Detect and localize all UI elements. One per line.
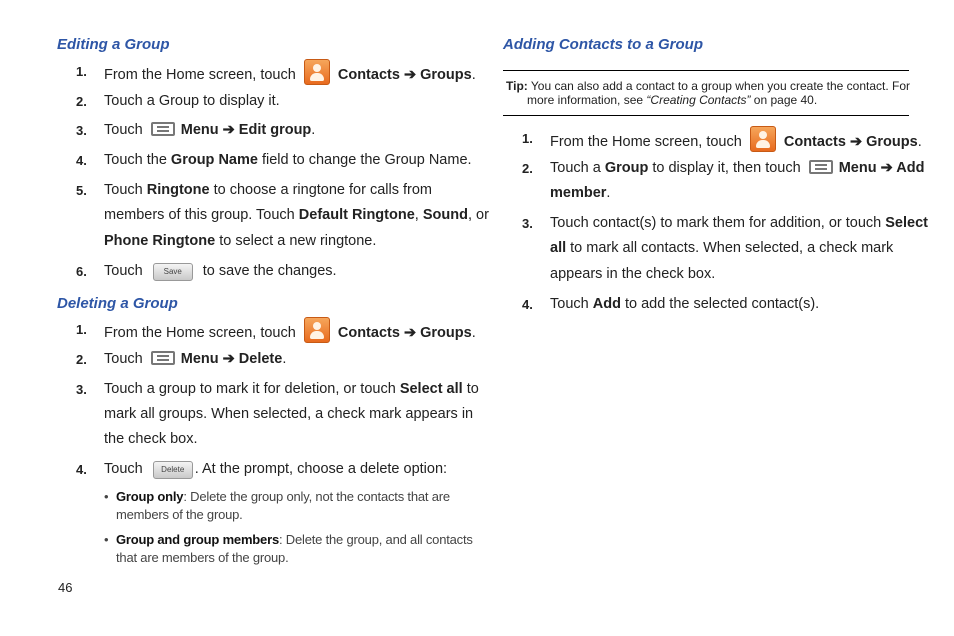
contacts-icon — [304, 317, 330, 343]
page-number: 46 — [58, 580, 73, 595]
delete-button: Delete — [153, 461, 193, 479]
heading-deleting-group: Deleting a Group — [57, 295, 178, 312]
heading-editing-group: Editing a Group — [57, 36, 170, 53]
menu-icon — [151, 122, 175, 136]
contacts-icon — [750, 126, 776, 152]
tip-box — [503, 70, 909, 116]
menu-icon — [151, 351, 175, 365]
contacts-icon — [304, 59, 330, 85]
heading-adding-contacts: Adding Contacts to a Group — [503, 36, 703, 53]
menu-icon — [809, 160, 833, 174]
save-button: Save — [153, 263, 193, 281]
tip-text: Tip: You can also add a contact to a group when you create the contact. For more information, see “Creating Contacts” on page 40. — [506, 79, 911, 107]
